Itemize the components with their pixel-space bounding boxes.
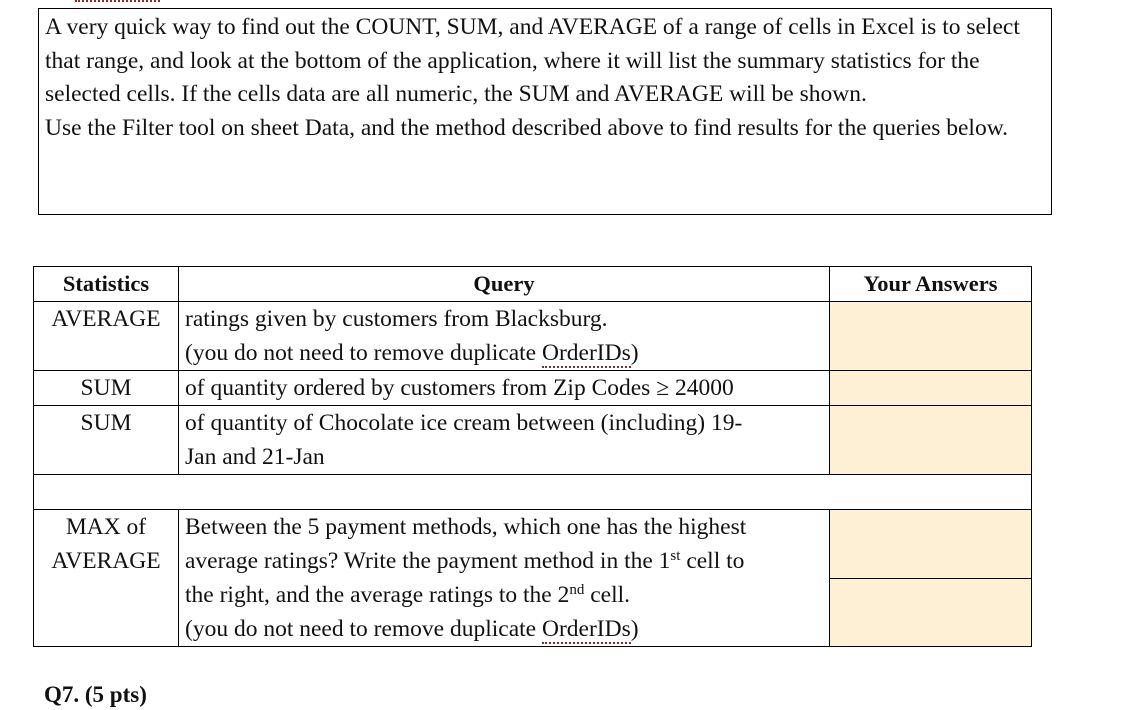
spellcheck-word: OrderIDs [541, 616, 631, 642]
ordinal-suffix: nd [569, 582, 585, 598]
stat-cell: AVERAGE [34, 302, 179, 371]
query-line [185, 544, 823, 578]
query-line [185, 612, 823, 646]
next-question-heading: Q7. (5 pts) [44, 682, 147, 707]
instructions-paragraph-1: A very quick way to find out the COUNT, SUM, and AVERAGE of a range of cells in Excel is to select that range, and look at the bottom of the application, where it will list the summary statistics for the selected cells. If the cells data are all numeric, the SUM and AVERAGE will be shown. [45, 14, 1020, 107]
answer-cell[interactable] [830, 371, 1032, 406]
query-line: ratings given by customers from Blacksburg. [185, 306, 608, 332]
query-line [185, 578, 823, 612]
query-text: ) [630, 616, 639, 642]
table-row [34, 406, 1032, 475]
query-cell [179, 510, 830, 647]
instructions-box [38, 8, 1052, 215]
stat-cell [34, 510, 179, 647]
query-cell: of quantity ordered by customers from Zip Codes ≥ 24000 [179, 371, 830, 406]
header-query: Query [179, 267, 830, 302]
query-line: of quantity of Chocolate ice cream between (including) 19- [185, 410, 743, 436]
instructions-paragraph-2: Use the Filter tool on sheet Data, and the method described above to find results for the queries below. [45, 114, 1009, 141]
ordinal-suffix: st [670, 548, 681, 564]
header-statistics: Statistics [34, 267, 179, 302]
table-header-row [34, 267, 1032, 302]
stat-cell: SUM [34, 371, 179, 406]
query-text: cell. [584, 582, 631, 608]
spellcheck-underline-fragment [75, 0, 160, 6]
spellcheck-word: OrderIDs [541, 340, 631, 366]
spacer-cell [34, 475, 1032, 510]
query-line: Jan and 21-Jan [185, 444, 325, 470]
stat-line: MAX of [65, 514, 147, 540]
query-text: (you do not need to remove duplicate [185, 340, 542, 366]
answer-cell-payment-method[interactable] [830, 510, 1032, 579]
query-cell [179, 406, 830, 475]
query-text: (you do not need to remove duplicate [185, 616, 542, 642]
answer-cell-average-rating[interactable] [830, 579, 1032, 647]
spacer-row [34, 475, 1032, 510]
query-text: cell to [680, 548, 745, 574]
query-line: Between the 5 payment methods, which one has the highest [185, 514, 747, 540]
stat-line: AVERAGE [51, 548, 161, 574]
stat-cell: SUM [34, 406, 179, 475]
query-cell [179, 302, 830, 371]
query-line [185, 336, 823, 370]
query-table [33, 266, 1032, 647]
table-row [34, 371, 1032, 406]
query-text: the right, and the average ratings to the 2 [185, 582, 570, 608]
table-row [34, 510, 1032, 579]
answer-cell[interactable] [830, 406, 1032, 475]
query-text: ) [630, 340, 639, 366]
table-row [34, 302, 1032, 371]
query-text: average ratings? Write the payment method in the 1 [185, 548, 671, 574]
header-answers: Your Answers [830, 267, 1032, 302]
answer-cell[interactable] [830, 302, 1032, 371]
